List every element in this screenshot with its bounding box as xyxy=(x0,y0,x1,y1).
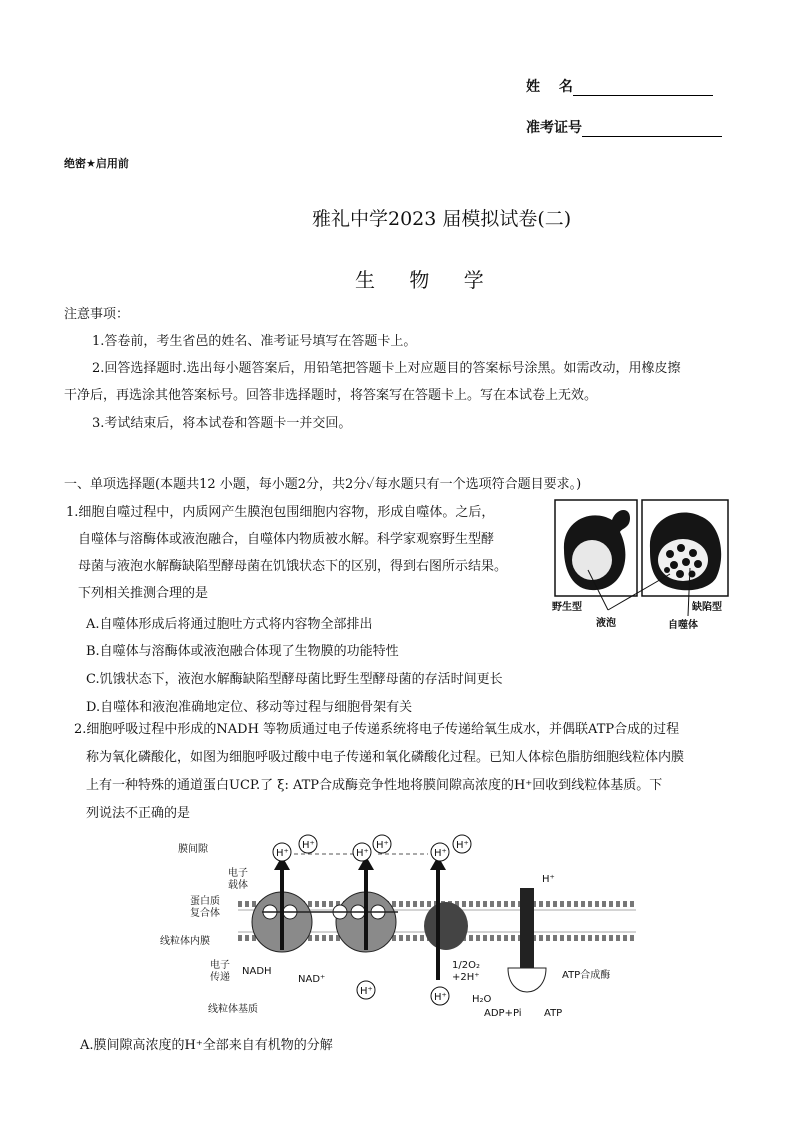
atp-label: ATP xyxy=(544,1008,563,1019)
note-item: 3.考试结束后，将本试卷和答题卡一并交回。 xyxy=(92,416,352,431)
q1-stem-line: 下列相关推测合理的是 xyxy=(78,586,209,601)
q2-option-a: A.膜间隙高浓度的H⁺全部来自有机物的分解 xyxy=(80,1038,333,1053)
oxygen-label: 1/2O₂ +2H⁺ xyxy=(452,960,480,983)
exam-id-underline xyxy=(582,122,722,137)
h-ion-label: H⁺ xyxy=(456,840,469,851)
name-label: 姓 名 xyxy=(526,79,573,95)
q1-stem-line: 自噬体与溶酶体或液泡融合，自噬体内物质被水解。科学家观察野生型酵 xyxy=(78,532,495,547)
secret-mark: 绝密★启用前 xyxy=(64,157,129,170)
notes-heading: 注意事项： xyxy=(64,307,130,322)
exam-id-label: 准考证号 xyxy=(526,120,582,136)
h-ion-label: H⁺ xyxy=(360,986,373,997)
atp-synthase-label: ATP合成酶 xyxy=(562,970,611,981)
exam-id-field xyxy=(526,117,722,137)
electron-transport-figure xyxy=(158,830,636,1022)
q1-stem-line: 1.细胞自噬过程中，内质网产生膜泡包围细胞内容物，形成自噬体。之后， xyxy=(66,505,495,520)
vacuole-label: 液泡 xyxy=(596,618,616,629)
name-underline xyxy=(573,81,713,96)
h-ion-label: H⁺ xyxy=(302,840,315,851)
q2-stem-line: 上有一种特殊的通道蛋白UCP.了 ξ: ATP合成酶竞争性地将膜间隙高浓度的H⁺回收到线粒体基质。下 xyxy=(86,778,663,793)
h-ion-label: H⁺ xyxy=(542,874,555,885)
electron-transfer-label: 电子传递 xyxy=(210,960,230,983)
q1-stem-line: 母菌与液泡水解酶缺陷型酵母菌在饥饿状态下的区别，得到右图所示结果。 xyxy=(78,559,508,574)
h-ion-label: H⁺ xyxy=(434,848,447,859)
autophagosome-label: 自噬体 xyxy=(668,620,698,631)
q1-option-d: D.自噬体和液泡准确地定位、移动等过程与细胞骨架有关 xyxy=(86,700,413,715)
nadh-label: NADH xyxy=(242,966,272,977)
matrix-label: 线粒体基质 xyxy=(208,1004,258,1015)
mutant-label: 缺陷型 xyxy=(692,602,722,613)
h-ion-label: H⁺ xyxy=(434,992,447,1003)
water-label: H₂O xyxy=(472,994,492,1005)
q2-stem-line: 称为氧化磷酸化，如图为细胞呼吸过酸中电子传递和氧化磷酸化过程。已知人体棕色脂肪细胞线粒体内膜 xyxy=(86,750,685,765)
q2-stem-line: 列说法不正确的是 xyxy=(86,806,191,821)
section-heading: 一、单项选择题(本题共12 小题，每小题2分，共2分✓每水题只有一个选项符合题目要求。) xyxy=(64,477,582,492)
subject-title: 生 物 学 xyxy=(355,268,498,292)
note-item: 2.回答选择题时.选出每小题答案后，用铅笔把答题卡上对应题目的答案标号涂黑。如需改动，用橡皮擦 xyxy=(92,361,681,376)
wild-type-label: 野生型 xyxy=(552,602,582,613)
h-ion-label: H⁺ xyxy=(276,848,289,859)
q1-option-b: B.自噬体与溶酶体或液泡融合体现了生物膜的功能特性 xyxy=(86,644,399,659)
q1-option-a: A.自噬体形成后将通过胞吐方式将内容物全部排出 xyxy=(86,617,373,632)
yeast-autophagy-figure xyxy=(550,498,736,632)
name-field xyxy=(526,76,713,96)
page-title: 雅礼中学2023 届模拟试卷(二) xyxy=(312,208,572,230)
intermembrane-label: 膜间隙 xyxy=(178,844,208,855)
inner-membrane-label: 线粒体内膜 xyxy=(160,936,210,947)
q2-stem-line: 2.细胞呼吸过程中形成的NADH 等物质通过电子传递系统将电子传递给氧生成水，并偶联ATP合成的过程 xyxy=(74,722,680,737)
atp-synthase-stalk xyxy=(520,888,534,968)
h-ion-label: H⁺ xyxy=(376,840,389,851)
wild-type-vacuole xyxy=(572,540,612,580)
electron-carrier-label: 电子载体 xyxy=(228,868,248,891)
note-item: 干净后，再选涂其他答案标号。回答非选择题时，将答案写在答题卡上。写在本试卷上无效。 xyxy=(64,388,598,403)
adp-label: ADP+Pi xyxy=(484,1008,522,1019)
note-item: 1.答卷前，考生省邑的姓名、准考证号填写在答题卡上。 xyxy=(92,334,417,349)
protein-complex-label: 蛋白质复合体 xyxy=(190,896,220,919)
atp-synthase-head xyxy=(508,968,546,992)
nad-label: NAD⁺ xyxy=(298,974,326,985)
protein-complex-3 xyxy=(424,902,468,950)
q1-option-c: C.饥饿状态下，液泡水解酶缺陷型酵母菌比野生型酵母菌的存活时间更长 xyxy=(86,672,503,687)
h-ion-label: H⁺ xyxy=(356,848,369,859)
